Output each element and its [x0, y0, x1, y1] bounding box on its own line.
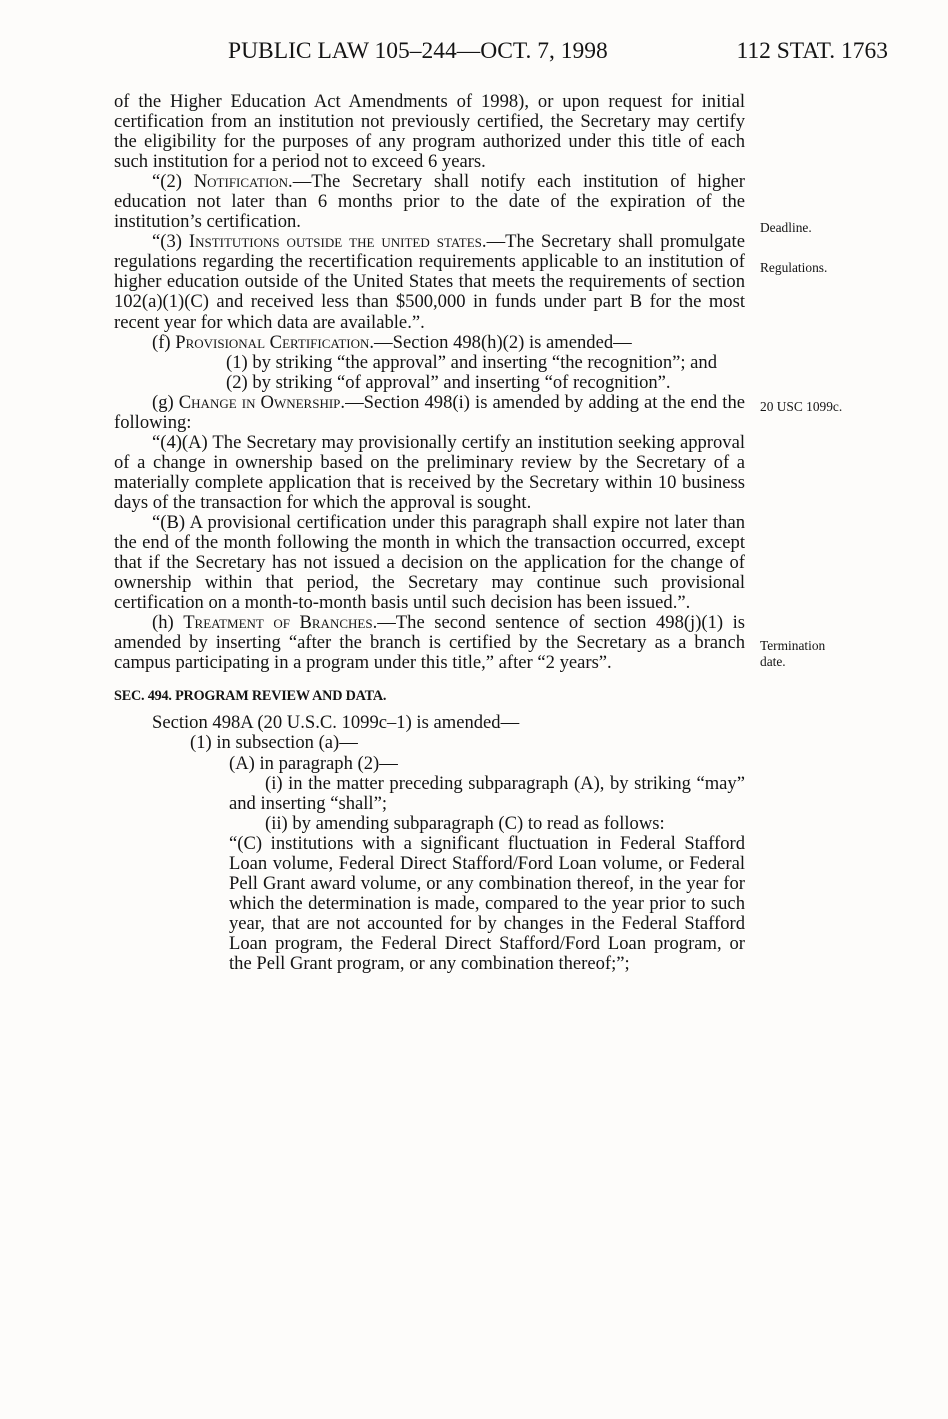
paragraph-continuation: of the Higher Education Act Amendments of 1998), or upon request for initial certification from an institution not previously certified, the Secretary may certify the eligibility for the purposes of any program authorized under this title of each such institution for a period not to exceed 6 years. [114, 91, 745, 173]
clause-C-quoted: “(C) institutions with a significant fluctuation in Federal Stafford Loan volume, Federal Direct Stafford/Ford Loan volume, or Federal Pell Grant award volume, or any combination thereof, in the year for which the determination is made, compared to the year prior to such year, that are not accounted for by changes in the Federal Stafford Loan program, the Federal Direct Stafford/Ford Loan program, or the Pell Grant program, or any combination thereof;”; [229, 832, 745, 974]
section-494-heading: SEC. 494. PROGRAM REVIEW AND DATA. [114, 688, 387, 705]
header-citation: PUBLIC LAW 105–244—OCT. 7, 1998 [228, 38, 608, 64]
notification-heading: Notification [193, 171, 289, 193]
paragraph-treatment-of-branches: (h) Treatment of Branches.—The second sentence of section 498(j)(1) is amended by inserting “after the branch is certified by the Secretary as a branch campus participating in a program under this title,” after “2 years”. [114, 612, 745, 674]
clause-paragraph-2: (A) in paragraph (2)— [229, 752, 398, 774]
clause-i: (i) in the matter preceding subparagraph (A), by striking “may” and inserting “shall”; [229, 772, 745, 814]
institutions-outside-heading: Institutions outside the united states [188, 231, 482, 253]
treatment-of-branches-heading: Treatment of Branches [183, 612, 373, 634]
margin-note-regulations: Regulations. [760, 260, 828, 275]
header-stat-page: 112 STAT. 1763 [736, 38, 888, 64]
provisional-certification-heading: Provisional Certification [175, 331, 370, 353]
margin-note-termination-line2: date. [760, 654, 786, 669]
paragraph-B: “(B) A provisional certification under this paragraph shall expire not later than the end of the month following the month in which the transaction occurred, except that if the Secretary has not issued a decision on the application for the change of ownership within that period, the Secretary may continue such provisional certification on a month-to-month basis until such decision has been issued.”. [114, 511, 745, 614]
clause-ii: (ii) by amending subparagraph (C) to read as follows: [265, 812, 665, 834]
page-header [228, 38, 888, 64]
clause-subsection-a: (1) in subsection (a)— [190, 732, 358, 754]
margin-note-usc: 20 USC 1099c. [760, 399, 843, 414]
change-in-ownership-heading: Change in Ownership [178, 391, 341, 413]
section-494-intro: Section 498A (20 U.S.C. 1099c–1) is amended— [152, 712, 520, 734]
margin-note-deadline: Deadline. [760, 220, 812, 235]
body-text [114, 92, 745, 974]
margin-note-termination-date [760, 638, 910, 670]
paragraph-notification: “(2) Notification.—The Secretary shall notify each institution of higher education not later than 6 months prior to the date of the expiration of the institution’s certification. [114, 171, 745, 233]
paragraph-change-in-ownership: (g) Change in Ownership.—Section 498(i) is amended by adding at the end the following: [114, 391, 745, 433]
clause-f2: (2) by striking “of approval” and inserting “of recognition”. [226, 371, 671, 393]
paragraph-4A: “(4)(A) The Secretary may provisionally certify an institution seeking approval of a change in ownership based on the preliminary review by the Secretary of a materially complete application that is received by the Secretary within 10 business days of the transaction for which the approval is sought. [114, 431, 745, 513]
margin-note-termination-line1: Termination [760, 638, 826, 653]
clause-f1: (1) by striking “the approval” and inserting “the recognition”; and [226, 351, 718, 373]
paragraph-provisional-certification: (f) Provisional Certification.—Section 498(h)(2) is amended— [152, 331, 632, 353]
paragraph-institutions-outside-us: “(3) Institutions outside the united states.—The Secretary shall promulgate regulations regarding the recertification requirements applicable to an institution of higher education outside of the United States that meets the requirements of section 102(a)(1)(C) and received less than $500,000 in funds under part B for the most recent year for which data are available.”. [114, 231, 745, 333]
